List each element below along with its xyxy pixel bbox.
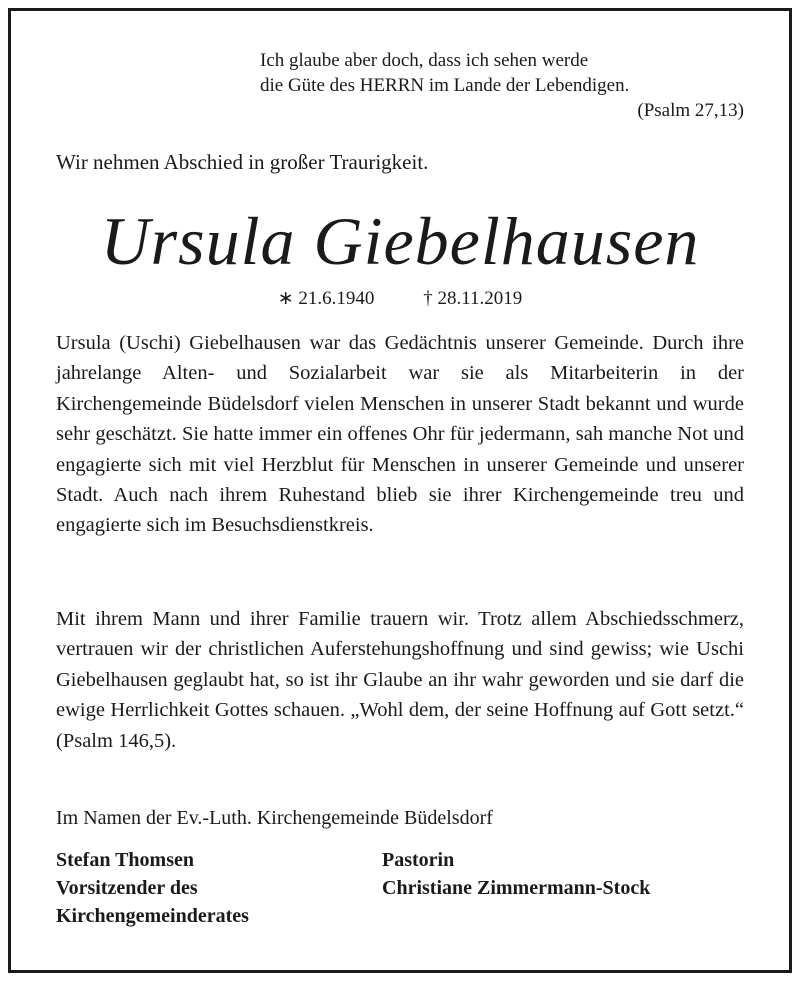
death-date: † 28.11.2019: [423, 288, 523, 309]
signatory-right-name: Christiane Zimmermann-Stock: [382, 877, 651, 899]
paragraph-tribute: Ursula (Uschi) Giebelhausen war das Gedächtnis unserer Gemeinde. Durch ihre jahrelange Alten- und Sozialarbeit war sie als Mitarbeiterin in der Kirchengemeinde Büdelsdorf vielen Menschen in unserer Stadt bekannt und wurde sehr geschätzt. Sie hatte immer ein offenes Ohr für jedermann, sah manche Not und engagierte sich mit viel Herzblut für Menschen in unserer Gemeinde und unserer Stadt. Auch nach ihrem Ruhestand blieb sie ihrer Kirchengemeinde treu und engagierte sich im Besuchsdienstkreis.: [56, 332, 744, 537]
signatory-right-title: Pastorin: [382, 849, 455, 871]
birth-date: ∗ 21.6.1940: [277, 288, 375, 309]
bible-verse: [260, 48, 744, 123]
intro-line: Wir nehmen Abschied in großer Traurigkeit.: [56, 150, 429, 174]
signatory-right: [382, 846, 650, 902]
signatory-left-name: Stefan Thomsen: [56, 849, 194, 871]
paragraph-mourning: Mit ihrem Mann und ihrer Familie trauern wir. Trotz allem Abschiedsschmerz, vertrauen wir der christlichen Auferstehungshoffnung und sind gewiss; wie Uschi Giebelhausen geglaubt hat, so ist ihr Glaube an ihr wahr geworden und sie darf die ewige Herrlichkeit Gottes schauen. „Wohl dem, der seine Hoffnung auf Gott setzt.“ (Psalm 146,5).: [56, 608, 744, 752]
signatory-left-role-2: Kirchengemeinderates: [56, 905, 249, 927]
closing-line: Im Namen der Ev.-Luth. Kirchengemeinde Büdelsdorf: [56, 807, 493, 829]
deceased-name: Ursula Giebelhausen: [100, 203, 700, 279]
signatory-left: [56, 846, 249, 930]
verse-line-2: die Güte des HERRN im Lande der Lebendigen.: [260, 75, 630, 96]
verse-reference: (Psalm 27,13): [637, 100, 744, 121]
verse-line-1: Ich glaube aber doch, dass ich sehen werde: [260, 50, 589, 71]
life-dates: [0, 286, 800, 312]
signatory-left-role-1: Vorsitzender des: [56, 877, 198, 899]
